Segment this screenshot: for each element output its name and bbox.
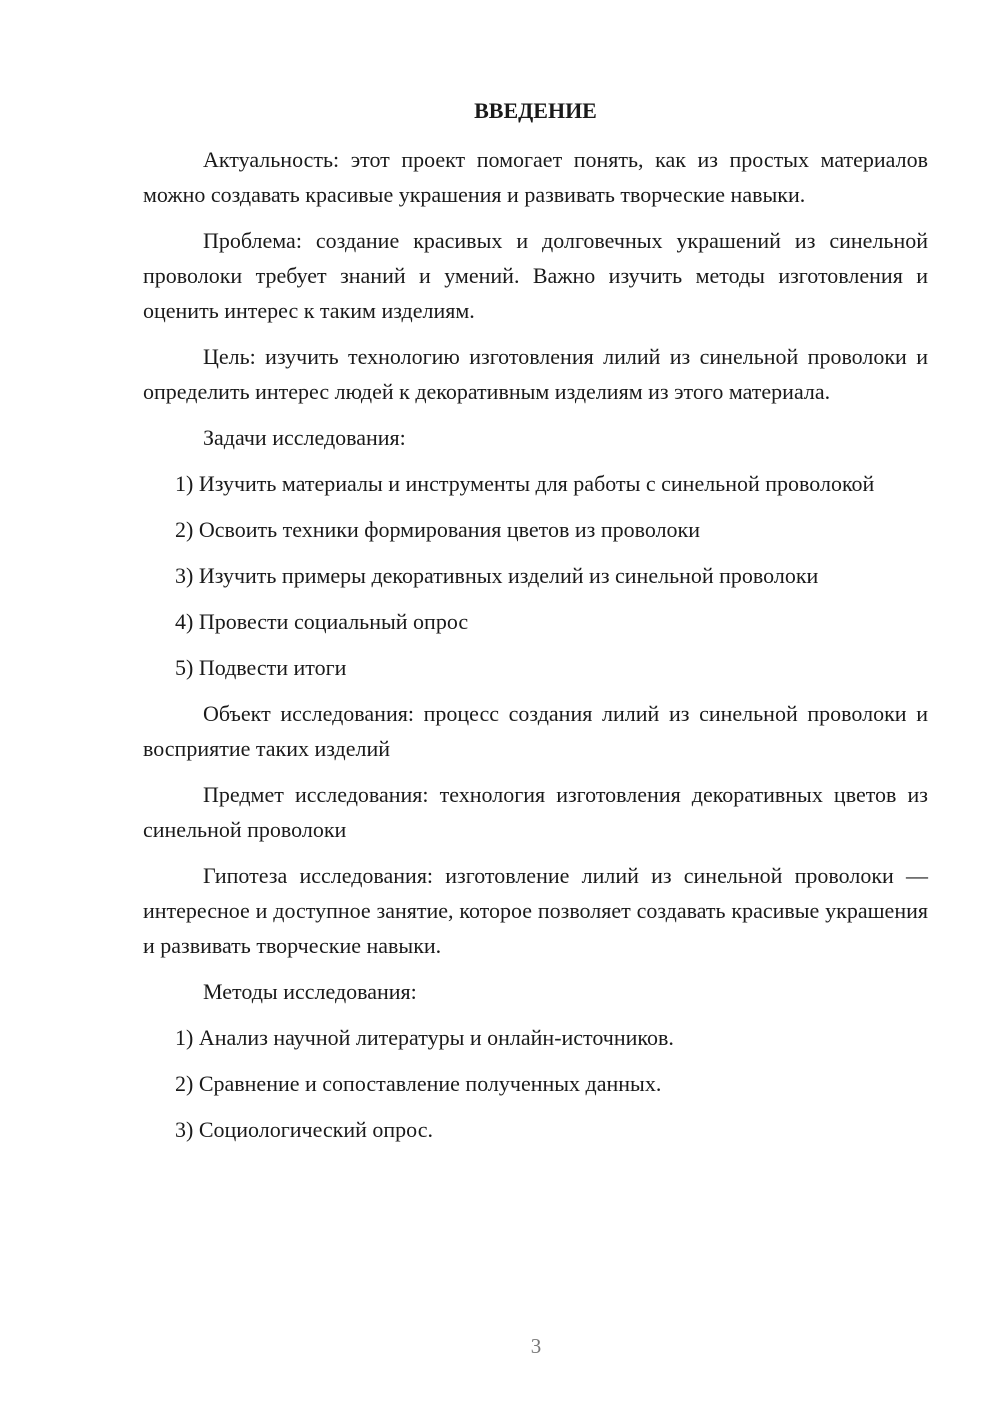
- task-item-3: 3) Изучить примеры декоративных изделий из синельной проволоки: [175, 563, 819, 588]
- relevance-paragraph: Актуальность: этот проект помогает понять, как из простых материалов можно создавать красивые украшения и развивать творческие навыки.: [143, 147, 928, 207]
- hypothesis-paragraph: Гипотеза исследования: изготовление лилий из синельной проволоки — интересное и доступное занятие, которое позволяет создавать красивые украшения и развивать творческие навыки.: [143, 863, 928, 958]
- problem-paragraph: Проблема: создание красивых и долговечных украшений из синельной проволоки требует знаний и умений. Важно изучить методы изготовления и оценить интерес к таким изделиям.: [143, 228, 928, 323]
- task-item-2: 2) Освоить техники формирования цветов из проволоки: [175, 517, 701, 542]
- task-item-4: 4) Провести социальный опрос: [175, 609, 469, 634]
- method-item-2: 2) Сравнение и сопоставление полученных данных.: [175, 1071, 662, 1096]
- subject-paragraph: Предмет исследования: технология изготовления декоративных цветов из синельной проволоки: [143, 782, 928, 842]
- tasks-heading: Задачи исследования:: [203, 425, 406, 450]
- page-number: 3: [530, 1334, 542, 1358]
- method-item-1: 1) Анализ научной литературы и онлайн-источников.: [175, 1025, 674, 1050]
- object-paragraph: Объект исследования: процесс создания лилий из синельной проволоки и восприятие таких изделий: [143, 701, 928, 761]
- methods-heading: Методы исследования:: [203, 979, 417, 1004]
- page-title: ВВЕДЕНИЕ: [474, 98, 597, 123]
- goal-paragraph: Цель: изучить технологию изготовления лилий из синельной проволоки и определить интерес людей к декоративным изделиям из этого материала.: [143, 344, 928, 404]
- task-item-5: 5) Подвести итоги: [175, 655, 347, 680]
- method-item-3: 3) Социологический опрос.: [175, 1117, 433, 1142]
- task-item-1: 1) Изучить материалы и инструменты для работы с синельной проволокой: [175, 471, 875, 496]
- document-page: [143, 96, 928, 1158]
